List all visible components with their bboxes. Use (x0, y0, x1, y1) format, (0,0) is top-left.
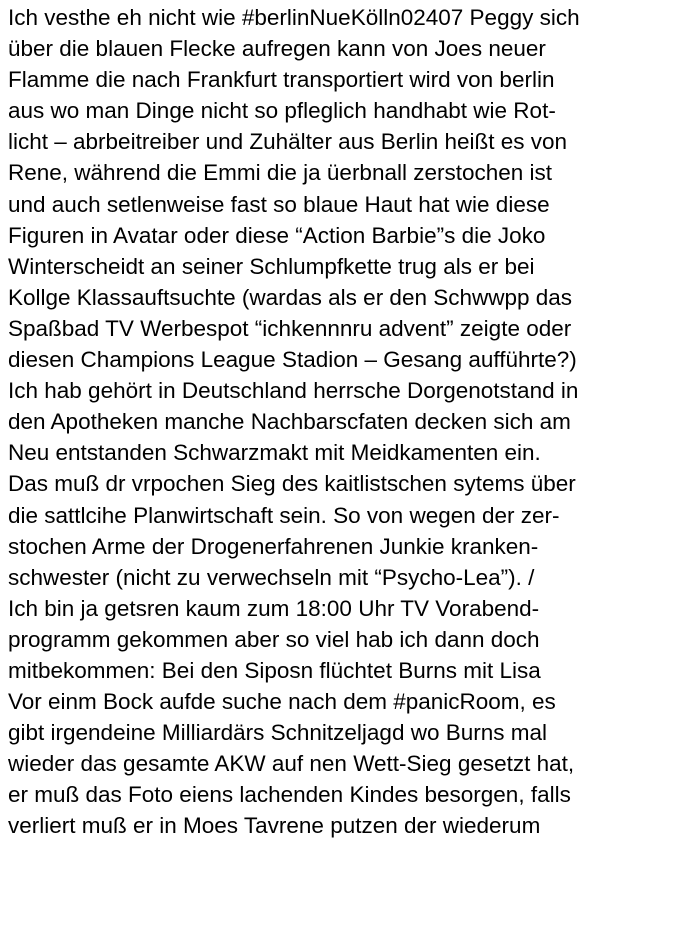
text-line: Figuren in Avatar oder diese “Action Barbie”s die Joko (8, 222, 546, 248)
text-line: verliert muß er in Moes Tavrene putzen der wiederum (8, 813, 541, 839)
text-line: Kollge Klassauftsuchte (wardas als er den Schwwpp das (8, 284, 573, 310)
text-line: Flamme die nach Frankfurt transportiert wird von berlin (8, 67, 555, 93)
text-line: die sattlcihe Planwirtschaft sein. So von wegen der zer- (8, 502, 560, 528)
text-line: wieder das gesamte AKW auf nen Wett-Sieg gesetzt hat, (8, 751, 575, 777)
text-line: Spaßbad TV Werbespot “ichkennnru advent” zeigte oder (8, 315, 572, 341)
text-line: Ich bin ja getsren kaum zum 18:00 Uhr TV Vorabend- (8, 595, 540, 621)
text-line: aus wo man Dinge nicht so pfleglich handhabt wie Rot- (8, 98, 556, 124)
text-line: licht – abrbeitreiber und Zuhälter aus Berlin heißt es von (8, 129, 568, 155)
text-line: programm gekommen aber so viel hab ich dann doch (8, 626, 540, 652)
document-text (8, 2, 680, 842)
text-line: den Apotheken manche Nachbarscfaten decken sich am (8, 409, 571, 435)
text-line: über die blauen Flecke aufregen kann von Joes neuer (8, 36, 546, 62)
text-line: Winterscheidt an seiner Schlumpfkette trug als er bei (8, 253, 535, 279)
text-line: Neu entstanden Schwarzmakt mit Meidkamenten ein. (8, 440, 541, 466)
text-line: Vor einm Bock aufde suche nach dem #panicRoom, es (8, 689, 556, 715)
text-line: gibt irgendeine Milliardärs Schnitzeljagd wo Burns mal (8, 720, 548, 746)
text-line: und auch setlenweise fast so blaue Haut hat wie diese (8, 191, 550, 217)
text-line: mitbekommen: Bei den Siposn flüchtet Burns mit Lisa (8, 657, 541, 683)
text-line: Ich hab gehört in Deutschland herrsche Dorgenotstand in (8, 378, 579, 404)
text-line: Das muß dr vrpochen Sieg des kaitlistschen sytems über (8, 471, 576, 497)
text-line: er muß das Foto eiens lachenden Kindes besorgen, falls (8, 782, 571, 808)
text-line: Ich vesthe eh nicht wie #berlinNueKölln02407 Peggy sich (8, 5, 580, 30)
text-line: stochen Arme der Drogenerfahrenen Junkie kranken- (8, 533, 539, 559)
text-line: Rene, während die Emmi die ja üerbnall zerstochen ist (8, 160, 553, 186)
text-line: schwester (nicht zu verwechseln mit “Psycho-Lea”). / (8, 564, 535, 590)
text-line: diesen Champions League Stadion – Gesang aufführte?) (8, 347, 577, 373)
